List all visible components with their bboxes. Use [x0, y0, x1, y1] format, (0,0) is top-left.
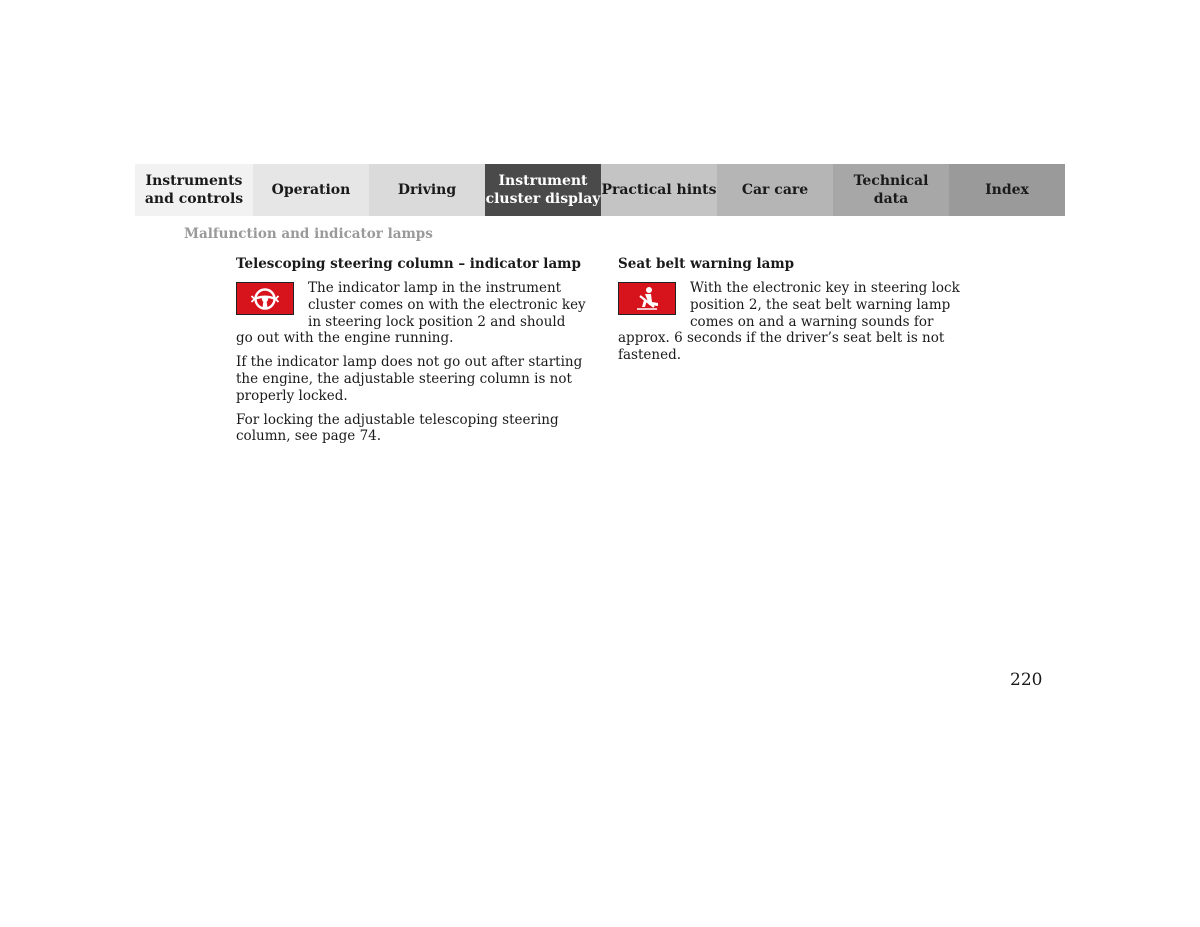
- tab-label-line1: Car care: [741, 182, 809, 198]
- steering-column-section: [236, 256, 586, 452]
- steering-wheel-icon: [236, 282, 294, 315]
- steering-column-paragraph-3: For locking the adjustable telescoping steering column, see page 74.: [236, 411, 559, 445]
- seat-belt-text-1: With the electronic key in steering lock position 2, the seat belt warning lamp comes on and a warning sounds for approx. 6 seconds if the driver’s seat belt is not fastened.: [618, 280, 960, 364]
- tab-technical-data[interactable]: [833, 164, 949, 216]
- tab-driving[interactable]: [369, 164, 485, 216]
- tab-label-line1: Instrument: [498, 173, 588, 189]
- tab-label-line1: Driving: [397, 182, 457, 198]
- tab-label-line1: Operation: [271, 182, 351, 198]
- tab-instruments-and-controls[interactable]: [135, 164, 253, 216]
- page-number: 220: [1010, 670, 1043, 690]
- seat-belt-icon: [618, 282, 676, 315]
- seat-belt-section: [618, 256, 968, 371]
- tab-label-line1: Technical: [853, 173, 929, 189]
- tab-operation[interactable]: [253, 164, 369, 216]
- section-title: Malfunction and indicator lamps: [184, 226, 433, 242]
- tab-label-line2: cluster display: [485, 191, 601, 207]
- seat-belt-heading: Seat belt warning lamp: [618, 256, 795, 272]
- steering-column-paragraph-1: [236, 280, 586, 347]
- tab-label-line1: Instruments: [145, 173, 243, 189]
- chapter-tab-bar: [135, 164, 1065, 216]
- tab-label-line2: data: [873, 191, 909, 207]
- seat-belt-paragraph-1: [618, 280, 968, 364]
- steering-column-text-1: The indicator lamp in the instrument cluster comes on with the electronic key in steering lock position 2 and should go out with the engine running.: [236, 280, 586, 347]
- tab-index[interactable]: [949, 164, 1065, 216]
- steering-column-paragraph-2: If the indicator lamp does not go out after starting the engine, the adjustable steering column is not properly locked.: [236, 354, 583, 404]
- tab-label-line1: Index: [985, 182, 1029, 198]
- tab-practical-hints[interactable]: [601, 164, 717, 216]
- steering-column-heading: Telescoping steering column – indicator lamp: [236, 256, 581, 272]
- tab-label-line1: Practical hints: [601, 182, 717, 198]
- tab-label-line2: and controls: [144, 191, 244, 207]
- tab-car-care[interactable]: [717, 164, 833, 216]
- tab-instrument-cluster-display[interactable]: [485, 164, 601, 216]
